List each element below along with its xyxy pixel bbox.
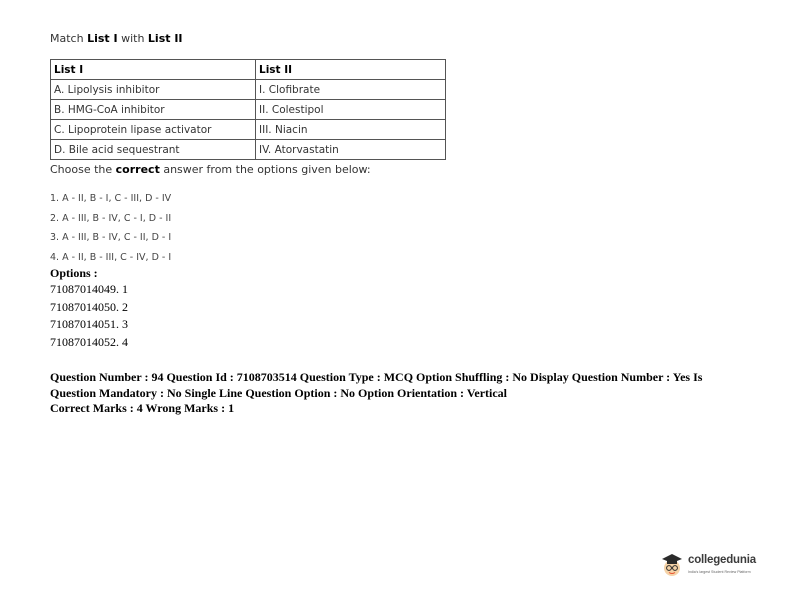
with-word: with bbox=[117, 32, 148, 45]
table-row bbox=[51, 100, 446, 120]
question-meta bbox=[50, 370, 750, 417]
option-ids-list bbox=[50, 281, 128, 351]
table-row bbox=[51, 80, 446, 100]
match-table bbox=[50, 59, 446, 160]
meta-line-1: Question Number : 94 Question Id : 7108703514 Question Type : MCQ Option Shuffling : No Display Question Number : Yes Is Question Mandatory : No Single Line Question Option : No Option Orientation : Vertical bbox=[50, 370, 703, 400]
choose-after: answer from the options given below: bbox=[159, 163, 371, 176]
table-header-row bbox=[51, 60, 446, 80]
answer-option: 3. A - III, B - IV, C - II, D - I bbox=[50, 232, 172, 243]
cell-list2: IV. Atorvastatin bbox=[256, 140, 446, 160]
header-list1: List I bbox=[51, 60, 256, 80]
answer-options-list bbox=[50, 189, 171, 267]
cell-list2: III. Niacin bbox=[256, 120, 446, 140]
collegedunia-logo bbox=[660, 548, 766, 582]
list1-label: List I bbox=[87, 32, 118, 45]
table-row bbox=[51, 120, 446, 140]
option-id: 71087014051. 3 bbox=[50, 317, 128, 331]
answer-option: 2. A - III, B - IV, C - I, D - II bbox=[50, 212, 172, 224]
logo-tagline: India's largest Student Review Platform bbox=[688, 570, 751, 574]
graduate-mascot-icon bbox=[660, 552, 684, 578]
cell-list2: I. Clofibrate bbox=[256, 80, 446, 100]
option-id: 71087014050. 2 bbox=[50, 299, 128, 314]
answer-option: 1. A - II, B - I, C - III, D - IV bbox=[50, 193, 172, 204]
choose-before: Choose the bbox=[50, 163, 116, 176]
answer-option: 4. A - II, B - III, C - IV, D - I bbox=[50, 251, 172, 263]
cell-list2: II. Colestipol bbox=[256, 100, 446, 120]
logo-name: collegedunia bbox=[688, 554, 756, 566]
question-prompt bbox=[50, 32, 183, 45]
choose-bold: correct bbox=[115, 163, 160, 176]
option-id: 71087014052. 4 bbox=[50, 334, 128, 349]
cell-list1: A. Lipolysis inhibitor bbox=[51, 80, 256, 100]
options-title: Options : bbox=[50, 266, 98, 280]
cell-list1: C. Lipoprotein lipase activator bbox=[51, 120, 256, 140]
meta-line-2: Correct Marks : 4 Wrong Marks : 1 bbox=[50, 401, 235, 415]
cell-list1: D. Bile acid sequestrant bbox=[51, 140, 256, 160]
header-list2: List II bbox=[256, 60, 446, 80]
option-id: 71087014049. 1 bbox=[50, 282, 128, 296]
table-row bbox=[51, 140, 446, 160]
list2-label: List II bbox=[147, 32, 183, 45]
match-prefix: Match bbox=[50, 32, 88, 45]
choose-instruction bbox=[50, 163, 371, 176]
cell-list1: B. HMG-CoA inhibitor bbox=[51, 100, 256, 120]
